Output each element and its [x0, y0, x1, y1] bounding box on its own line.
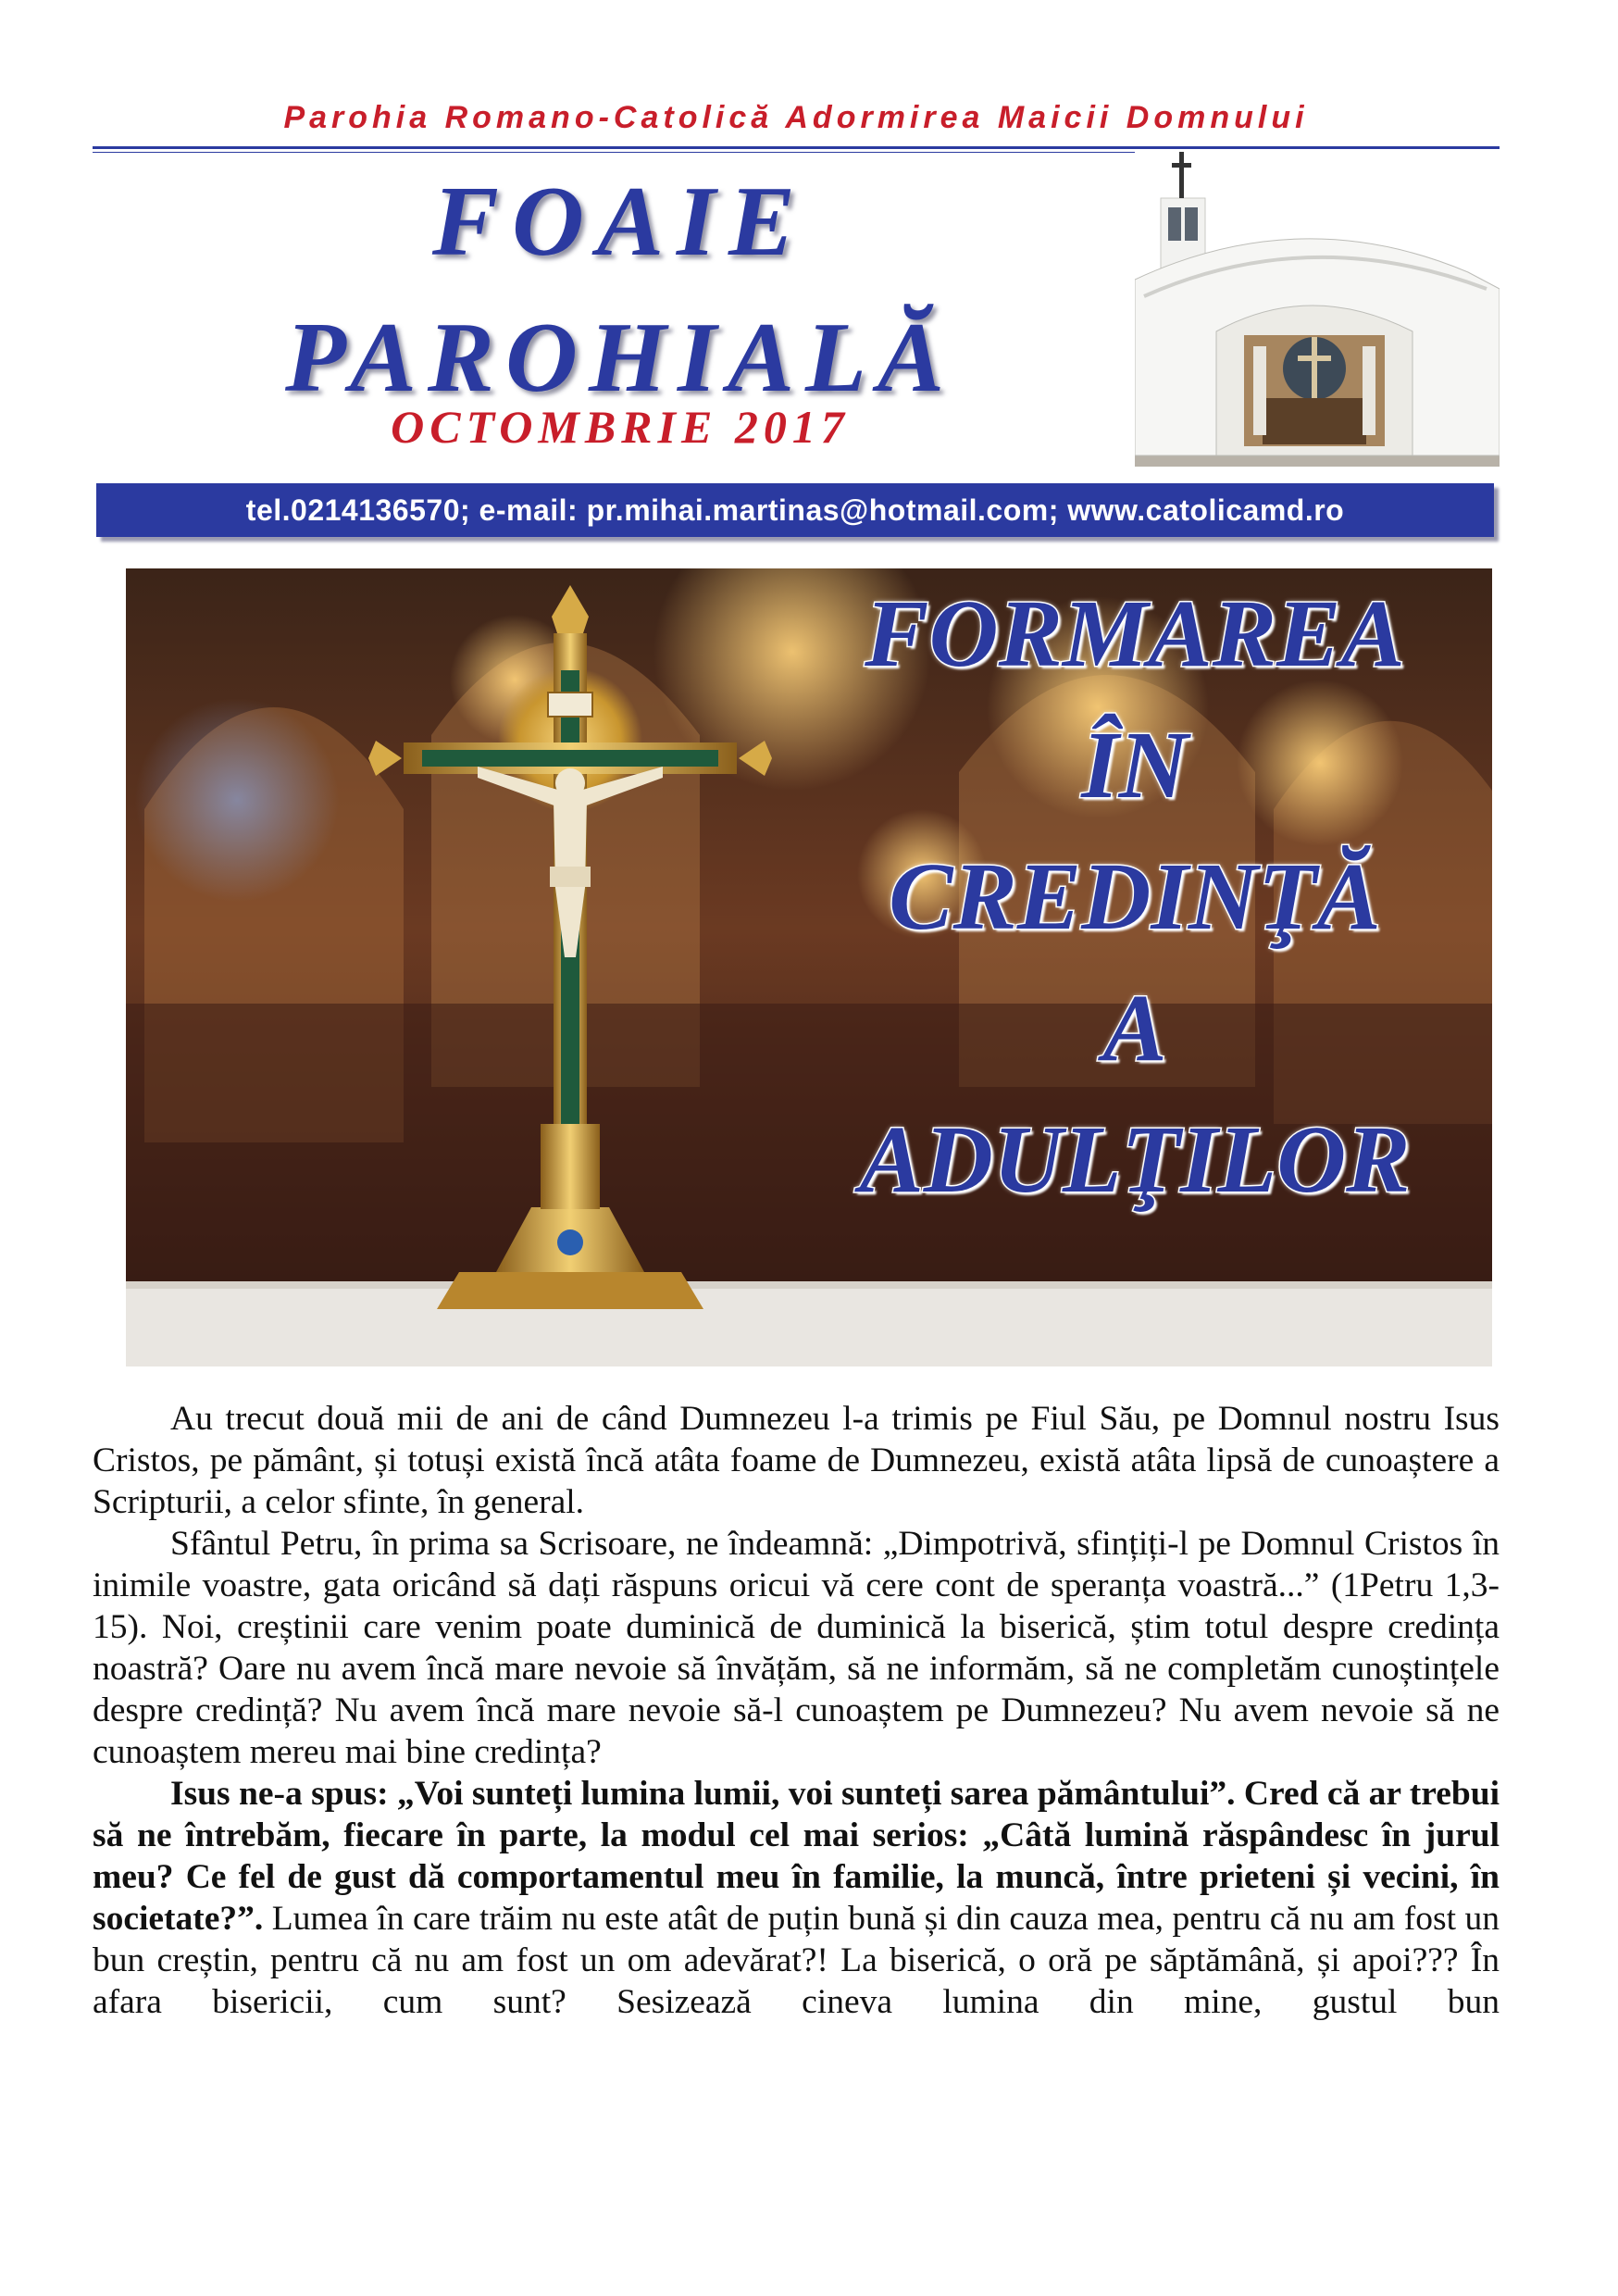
- header-rule: [93, 146, 1500, 149]
- article-bold-quote: Isus ne-a spus: „Voi sunteți lumina lumii, voi sunteți sarea pământului”. Cred că ar trebui să ne întrebăm, fiecare în parte, la modul cel mai serios: „Câtă lumină răspândesc în jurul meu? Ce fel de gust dă comportamentul meu în familie, la muncă, între prieteni și vecini, în societate?”.: [93, 1775, 1500, 1938]
- article-paragraph: [93, 1773, 1500, 2023]
- church-photo: [1135, 150, 1500, 467]
- hero-image: [126, 568, 1492, 1366]
- masthead-title-line1: FOAIE: [431, 167, 809, 277]
- hero-title: [792, 568, 1477, 1226]
- hero-title-line: A: [1102, 975, 1167, 1081]
- parish-name: Parohia Romano-Catolică Adormirea Maicii Domnului: [283, 100, 1309, 135]
- article-text-run: Lumea în care trăim nu este atât de puțin bună și din cauza mea, pentru că nu am fost un bun creștin, pentru că nu am fost un om adevărat?! La biserică, o oră pe săptămână, și apoi??? În afara bisericii, cum sunt? Sesizează cineva lumina din mine, gustul bun: [93, 1900, 1500, 2021]
- hero-title-line: CREDINŢĂ: [889, 843, 1381, 950]
- contact-bar: tel.0214136570; e-mail: pr.mihai.martinas@hotmail.com; www.catolicamd.ro: [96, 483, 1494, 537]
- hero-title-line: ADULŢILOR: [859, 1106, 1411, 1213]
- article-paragraph: Au trecut două mii de ani de când Dumnezeu l-a trimis pe Fiul Său, pe Domnul nostru Isus Cristos, pe pământ, și totuși există încă atâta foame de Dumnezeu, există atâta lipsă de cunoaștere a Scripturii, a celor sfinte, în general.: [93, 1400, 1500, 1521]
- issue-date: OCTOMBRIE 2017: [391, 401, 850, 453]
- masthead-title-line2: PAROHIALĂ: [284, 303, 956, 413]
- article-body: [93, 1398, 1500, 2023]
- hero-title-line: FORMAREA: [865, 580, 1405, 687]
- article-paragraph: Sfântul Petru, în prima sa Scrisoare, ne îndeamnă: „Dimpotrivă, sfințiți-l pe Domnul Cristos în inimile voastre, gata oricând să dați răspuns oricui vă cere cont de speranța voastră...” (1Petru 1,3-15). Noi, creștinii care venim poate duminică de duminică la biserică, știm totul despre credința noastră? Oare nu avem încă mare nevoie să învățăm, să ne informăm, să ne completăm cunoștințele despre credință? Nu avem încă mare nevoie să-l cunoaștem pe Dumnezeu? Nu avem nevoie să ne cunoaștem mereu mai bine credința?: [93, 1525, 1500, 1771]
- hero-title-line: ÎN: [1081, 712, 1189, 818]
